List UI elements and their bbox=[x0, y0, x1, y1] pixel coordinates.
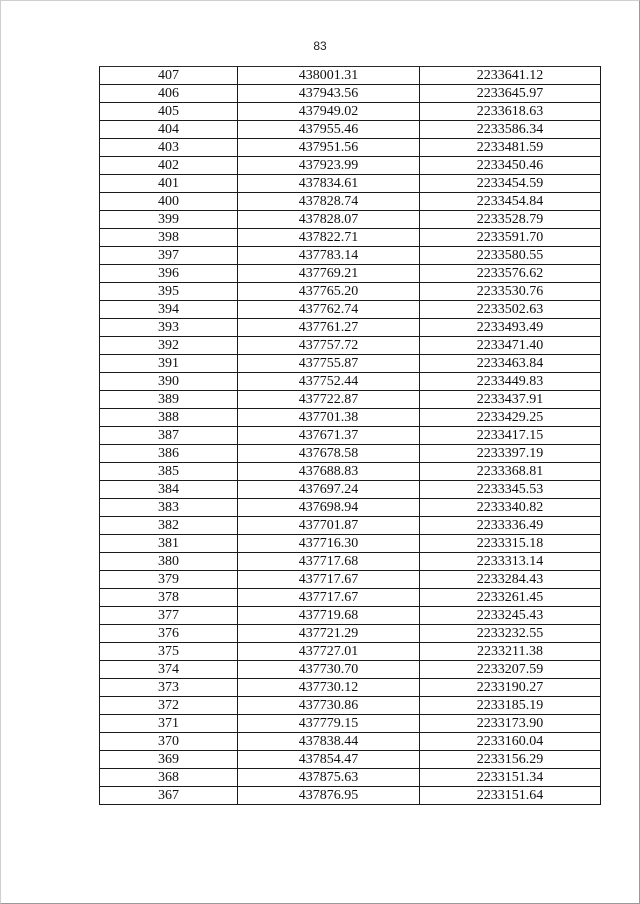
y-coordinate-cell: 2233211.38 bbox=[420, 643, 601, 661]
x-coordinate-cell: 437721.29 bbox=[238, 625, 420, 643]
table-row bbox=[100, 247, 601, 265]
point-number-cell: 396 bbox=[100, 265, 238, 283]
point-number-cell: 371 bbox=[100, 715, 238, 733]
point-number-cell: 406 bbox=[100, 85, 238, 103]
y-coordinate-cell: 2233313.14 bbox=[420, 553, 601, 571]
point-number-cell: 401 bbox=[100, 175, 238, 193]
table-row bbox=[100, 103, 601, 121]
y-coordinate-cell: 2233645.97 bbox=[420, 85, 601, 103]
table-row bbox=[100, 751, 601, 769]
x-coordinate-cell: 437717.67 bbox=[238, 589, 420, 607]
table-row bbox=[100, 319, 601, 337]
table-row bbox=[100, 733, 601, 751]
table-row bbox=[100, 157, 601, 175]
x-coordinate-cell: 437755.87 bbox=[238, 355, 420, 373]
y-coordinate-cell: 2233580.55 bbox=[420, 247, 601, 265]
x-coordinate-cell: 437838.44 bbox=[238, 733, 420, 751]
y-coordinate-cell: 2233397.19 bbox=[420, 445, 601, 463]
x-coordinate-cell: 437730.12 bbox=[238, 679, 420, 697]
y-coordinate-cell: 2233502.63 bbox=[420, 301, 601, 319]
point-number-cell: 399 bbox=[100, 211, 238, 229]
y-coordinate-cell: 2233156.29 bbox=[420, 751, 601, 769]
y-coordinate-cell: 2233151.34 bbox=[420, 769, 601, 787]
table-row bbox=[100, 355, 601, 373]
point-number-cell: 389 bbox=[100, 391, 238, 409]
y-coordinate-cell: 2233232.55 bbox=[420, 625, 601, 643]
x-coordinate-cell: 437722.87 bbox=[238, 391, 420, 409]
y-coordinate-cell: 2233284.43 bbox=[420, 571, 601, 589]
table-row bbox=[100, 265, 601, 283]
x-coordinate-cell: 437671.37 bbox=[238, 427, 420, 445]
table-row bbox=[100, 679, 601, 697]
x-coordinate-cell: 437779.15 bbox=[238, 715, 420, 733]
x-coordinate-cell: 438001.31 bbox=[238, 67, 420, 85]
y-coordinate-cell: 2233185.19 bbox=[420, 697, 601, 715]
point-number-cell: 375 bbox=[100, 643, 238, 661]
y-coordinate-cell: 2233345.53 bbox=[420, 481, 601, 499]
table-row bbox=[100, 67, 601, 85]
y-coordinate-cell: 2233471.40 bbox=[420, 337, 601, 355]
table-row bbox=[100, 337, 601, 355]
x-coordinate-cell: 437783.14 bbox=[238, 247, 420, 265]
point-number-cell: 372 bbox=[100, 697, 238, 715]
point-number-cell: 370 bbox=[100, 733, 238, 751]
point-number-cell: 368 bbox=[100, 769, 238, 787]
y-coordinate-cell: 2233641.12 bbox=[420, 67, 601, 85]
table-row bbox=[100, 697, 601, 715]
table-row bbox=[100, 499, 601, 517]
y-coordinate-cell: 2233481.59 bbox=[420, 139, 601, 157]
x-coordinate-cell: 437949.02 bbox=[238, 103, 420, 121]
coordinates-table-body bbox=[100, 67, 601, 805]
x-coordinate-cell: 437834.61 bbox=[238, 175, 420, 193]
point-number-cell: 404 bbox=[100, 121, 238, 139]
table-row bbox=[100, 463, 601, 481]
table-row bbox=[100, 373, 601, 391]
x-coordinate-cell: 437698.94 bbox=[238, 499, 420, 517]
y-coordinate-cell: 2233245.43 bbox=[420, 607, 601, 625]
y-coordinate-cell: 2233449.83 bbox=[420, 373, 601, 391]
y-coordinate-cell: 2233429.25 bbox=[420, 409, 601, 427]
y-coordinate-cell: 2233450.46 bbox=[420, 157, 601, 175]
table-row bbox=[100, 535, 601, 553]
point-number-cell: 400 bbox=[100, 193, 238, 211]
table-row bbox=[100, 193, 601, 211]
table-row bbox=[100, 211, 601, 229]
point-number-cell: 384 bbox=[100, 481, 238, 499]
point-number-cell: 392 bbox=[100, 337, 238, 355]
x-coordinate-cell: 437730.70 bbox=[238, 661, 420, 679]
point-number-cell: 388 bbox=[100, 409, 238, 427]
table-row bbox=[100, 229, 601, 247]
x-coordinate-cell: 437828.74 bbox=[238, 193, 420, 211]
y-coordinate-cell: 2233340.82 bbox=[420, 499, 601, 517]
table-row bbox=[100, 121, 601, 139]
table-row bbox=[100, 643, 601, 661]
point-number-cell: 403 bbox=[100, 139, 238, 157]
point-number-cell: 385 bbox=[100, 463, 238, 481]
table-row bbox=[100, 715, 601, 733]
point-number-cell: 378 bbox=[100, 589, 238, 607]
x-coordinate-cell: 437688.83 bbox=[238, 463, 420, 481]
y-coordinate-cell: 2233207.59 bbox=[420, 661, 601, 679]
y-coordinate-cell: 2233586.34 bbox=[420, 121, 601, 139]
point-number-cell: 407 bbox=[100, 67, 238, 85]
y-coordinate-cell: 2233160.04 bbox=[420, 733, 601, 751]
x-coordinate-cell: 437769.21 bbox=[238, 265, 420, 283]
table-row bbox=[100, 409, 601, 427]
table-row bbox=[100, 85, 601, 103]
table-row bbox=[100, 589, 601, 607]
y-coordinate-cell: 2233591.70 bbox=[420, 229, 601, 247]
table-row bbox=[100, 769, 601, 787]
x-coordinate-cell: 437717.68 bbox=[238, 553, 420, 571]
point-number-cell: 379 bbox=[100, 571, 238, 589]
y-coordinate-cell: 2233368.81 bbox=[420, 463, 601, 481]
point-number-cell: 390 bbox=[100, 373, 238, 391]
y-coordinate-cell: 2233173.90 bbox=[420, 715, 601, 733]
y-coordinate-cell: 2233463.84 bbox=[420, 355, 601, 373]
point-number-cell: 373 bbox=[100, 679, 238, 697]
x-coordinate-cell: 437730.86 bbox=[238, 697, 420, 715]
table-row bbox=[100, 481, 601, 499]
y-coordinate-cell: 2233261.45 bbox=[420, 589, 601, 607]
x-coordinate-cell: 437876.95 bbox=[238, 787, 420, 805]
point-number-cell: 374 bbox=[100, 661, 238, 679]
table-row bbox=[100, 553, 601, 571]
point-number-cell: 380 bbox=[100, 553, 238, 571]
point-number-cell: 382 bbox=[100, 517, 238, 535]
x-coordinate-cell: 437719.68 bbox=[238, 607, 420, 625]
page-number: 83 bbox=[313, 39, 327, 53]
table-row bbox=[100, 661, 601, 679]
point-number-cell: 383 bbox=[100, 499, 238, 517]
x-coordinate-cell: 437757.72 bbox=[238, 337, 420, 355]
y-coordinate-cell: 2233618.63 bbox=[420, 103, 601, 121]
y-coordinate-cell: 2233437.91 bbox=[420, 391, 601, 409]
x-coordinate-cell: 437697.24 bbox=[238, 481, 420, 499]
x-coordinate-cell: 437923.99 bbox=[238, 157, 420, 175]
point-number-cell: 394 bbox=[100, 301, 238, 319]
table-row bbox=[100, 175, 601, 193]
point-number-cell: 386 bbox=[100, 445, 238, 463]
table-row bbox=[100, 445, 601, 463]
point-number-cell: 377 bbox=[100, 607, 238, 625]
y-coordinate-cell: 2233576.62 bbox=[420, 265, 601, 283]
y-coordinate-cell: 2233190.27 bbox=[420, 679, 601, 697]
point-number-cell: 395 bbox=[100, 283, 238, 301]
point-number-cell: 381 bbox=[100, 535, 238, 553]
point-number-cell: 397 bbox=[100, 247, 238, 265]
y-coordinate-cell: 2233493.49 bbox=[420, 319, 601, 337]
table-row bbox=[100, 139, 601, 157]
point-number-cell: 391 bbox=[100, 355, 238, 373]
table-row bbox=[100, 571, 601, 589]
point-number-cell: 405 bbox=[100, 103, 238, 121]
x-coordinate-cell: 437955.46 bbox=[238, 121, 420, 139]
y-coordinate-cell: 2233151.64 bbox=[420, 787, 601, 805]
x-coordinate-cell: 437951.56 bbox=[238, 139, 420, 157]
x-coordinate-cell: 437752.44 bbox=[238, 373, 420, 391]
x-coordinate-cell: 437701.38 bbox=[238, 409, 420, 427]
x-coordinate-cell: 437761.27 bbox=[238, 319, 420, 337]
y-coordinate-cell: 2233454.59 bbox=[420, 175, 601, 193]
x-coordinate-cell: 437762.74 bbox=[238, 301, 420, 319]
y-coordinate-cell: 2233530.76 bbox=[420, 283, 601, 301]
x-coordinate-cell: 437727.01 bbox=[238, 643, 420, 661]
table-row bbox=[100, 283, 601, 301]
y-coordinate-cell: 2233454.84 bbox=[420, 193, 601, 211]
x-coordinate-cell: 437701.87 bbox=[238, 517, 420, 535]
y-coordinate-cell: 2233417.15 bbox=[420, 427, 601, 445]
table-row bbox=[100, 427, 601, 445]
table-row bbox=[100, 301, 601, 319]
point-number-cell: 402 bbox=[100, 157, 238, 175]
x-coordinate-cell: 437678.58 bbox=[238, 445, 420, 463]
x-coordinate-cell: 437765.20 bbox=[238, 283, 420, 301]
x-coordinate-cell: 437875.63 bbox=[238, 769, 420, 787]
x-coordinate-cell: 437854.47 bbox=[238, 751, 420, 769]
x-coordinate-cell: 437716.30 bbox=[238, 535, 420, 553]
y-coordinate-cell: 2233528.79 bbox=[420, 211, 601, 229]
point-number-cell: 387 bbox=[100, 427, 238, 445]
y-coordinate-cell: 2233315.18 bbox=[420, 535, 601, 553]
point-number-cell: 393 bbox=[100, 319, 238, 337]
point-number-cell: 398 bbox=[100, 229, 238, 247]
point-number-cell: 367 bbox=[100, 787, 238, 805]
table-row bbox=[100, 787, 601, 805]
y-coordinate-cell: 2233336.49 bbox=[420, 517, 601, 535]
coordinates-table bbox=[99, 66, 601, 805]
x-coordinate-cell: 437828.07 bbox=[238, 211, 420, 229]
x-coordinate-cell: 437717.67 bbox=[238, 571, 420, 589]
table-row bbox=[100, 607, 601, 625]
table-row bbox=[100, 517, 601, 535]
x-coordinate-cell: 437943.56 bbox=[238, 85, 420, 103]
table-row bbox=[100, 391, 601, 409]
point-number-cell: 376 bbox=[100, 625, 238, 643]
point-number-cell: 369 bbox=[100, 751, 238, 769]
x-coordinate-cell: 437822.71 bbox=[238, 229, 420, 247]
table-row bbox=[100, 625, 601, 643]
